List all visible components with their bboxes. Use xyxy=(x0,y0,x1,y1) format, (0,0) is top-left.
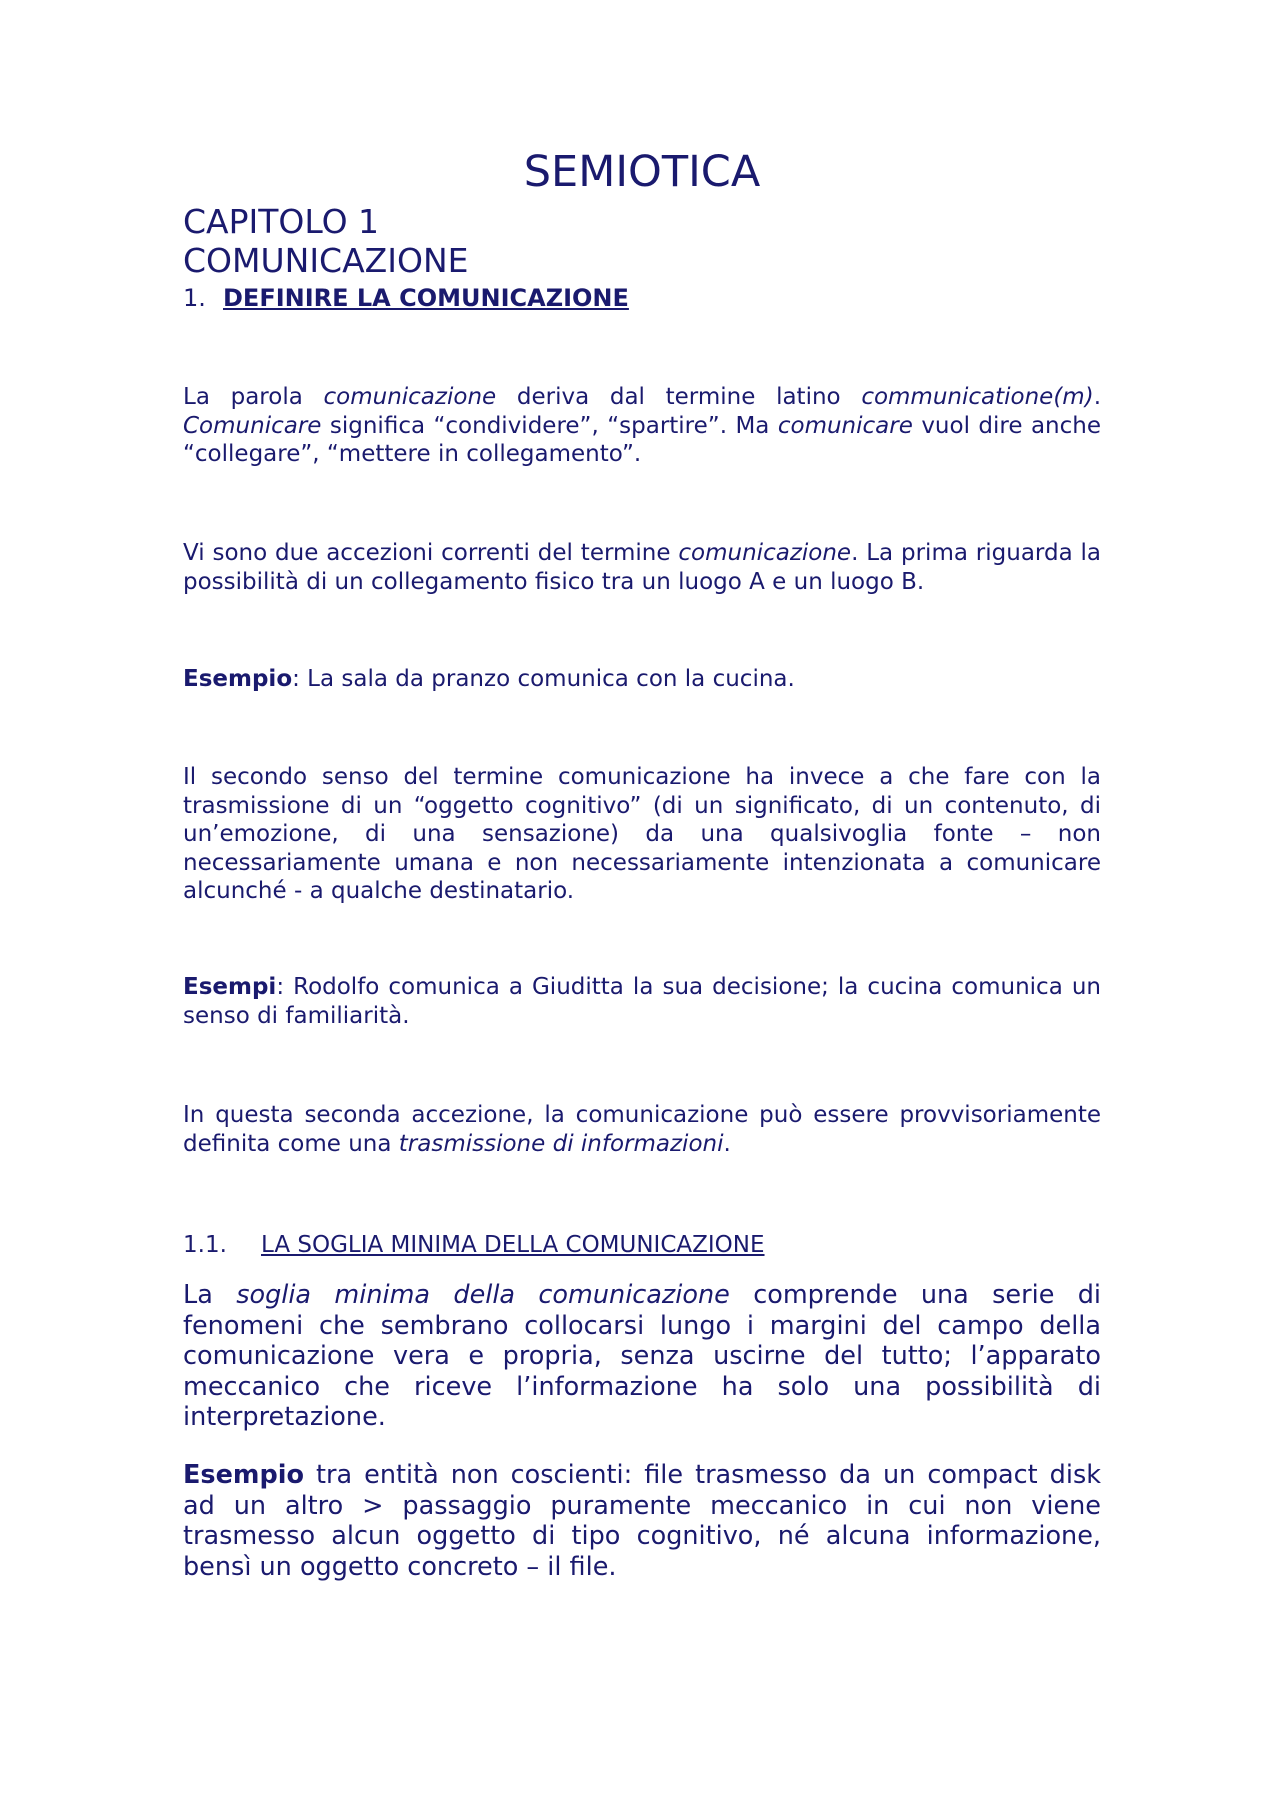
bold-run: Esempi xyxy=(183,974,277,1000)
text-run: : Rodolfo comunica a Giuditta la sua decisione; la cucina comunica un senso di familiarità. xyxy=(183,974,1101,1029)
italic-run: trasmissione di informazioni xyxy=(398,1130,724,1157)
paragraph-etymology xyxy=(183,383,1101,469)
italic-run: soglia minima della comunicazione xyxy=(236,1280,730,1310)
text-run: . xyxy=(723,1130,731,1157)
italic-run: comunicazione xyxy=(678,540,852,566)
text-run: . La prima riguarda la possibilità di un collegamento fisico tra un luogo A e un luogo B. xyxy=(183,540,1101,595)
chapter-subtitle: COMUNICAZIONE xyxy=(183,241,469,280)
text-run: . xyxy=(1093,384,1101,410)
paragraph-definition xyxy=(183,1101,1101,1158)
paragraph-threshold xyxy=(183,1280,1101,1433)
bold-run: Esempio xyxy=(183,666,293,692)
chapter-heading: CAPITOLO 1 xyxy=(183,202,380,241)
paragraph-example-1 xyxy=(183,665,1101,694)
paragraph-example-3 xyxy=(183,1460,1101,1582)
italic-run: comunicazione xyxy=(323,384,497,410)
text-run: vuol dire anche “collegare”, “mettere in collegamento”. xyxy=(183,412,1102,467)
section-heading-1-1 xyxy=(183,1230,765,1260)
section-number: 1. xyxy=(183,284,206,312)
paragraph-examples-2 xyxy=(183,973,1101,1030)
section-title: DEFINIRE LA COMUNICAZIONE xyxy=(223,284,629,312)
section-heading-1 xyxy=(183,283,629,313)
text-run: Vi sono due accezioni correnti del termine xyxy=(183,540,679,566)
text-run: In questa seconda accezione, la comunicazione può essere provvisoriamente definita come una xyxy=(183,1102,1101,1157)
document-title: SEMIOTICA xyxy=(523,147,761,197)
text-run: Il secondo senso del termine comunicazione ha invece a che fare con la trasmissione di un “oggetto cognitivo” (di un significato, di un contenuto, di un’emozione, di una sensazione) da una qualsivoglia fonte – non necessariamente umana e non necessariamente intenzionata a comunicare alcunché - a qualche destinatario. xyxy=(183,764,1101,904)
paragraph-two-meanings xyxy=(183,539,1101,596)
bold-run: Esempio xyxy=(183,1460,304,1490)
text-run: comprende una serie di fenomeni che sembrano collocarsi lungo i margini del campo della comunicazione vera e propria, senza uscirne del tutto; l’apparato meccanico che riceve l’informazione ha solo una possibilità di interpretazione. xyxy=(183,1280,1101,1432)
text-run: La xyxy=(183,1280,237,1310)
text-run: tra entità non coscienti: file trasmesso da un compact disk ad un altro > passaggio puramente meccanico in cui non viene trasmesso alcun oggetto di tipo cognitivo, né alcuna informazione, bensì un oggetto concreto – il file. xyxy=(183,1460,1101,1582)
paragraph-second-meaning xyxy=(183,763,1101,906)
section-number: 1.1. xyxy=(183,1232,227,1258)
section-title: LA SOGLIA MINIMA DELLA COMUNICAZIONE xyxy=(261,1232,765,1258)
text-run: La parola xyxy=(183,384,324,410)
text-run: : La sala da pranzo comunica con la cucina. xyxy=(292,666,795,692)
italic-run: Comunicare xyxy=(183,412,322,439)
text-run: deriva dal termine latino xyxy=(496,384,862,410)
italic-run: comunicare xyxy=(777,412,913,439)
italic-run: communicatione(m) xyxy=(861,384,1094,410)
text-run: significa “condividere”, “spartire”. Ma xyxy=(321,412,778,439)
